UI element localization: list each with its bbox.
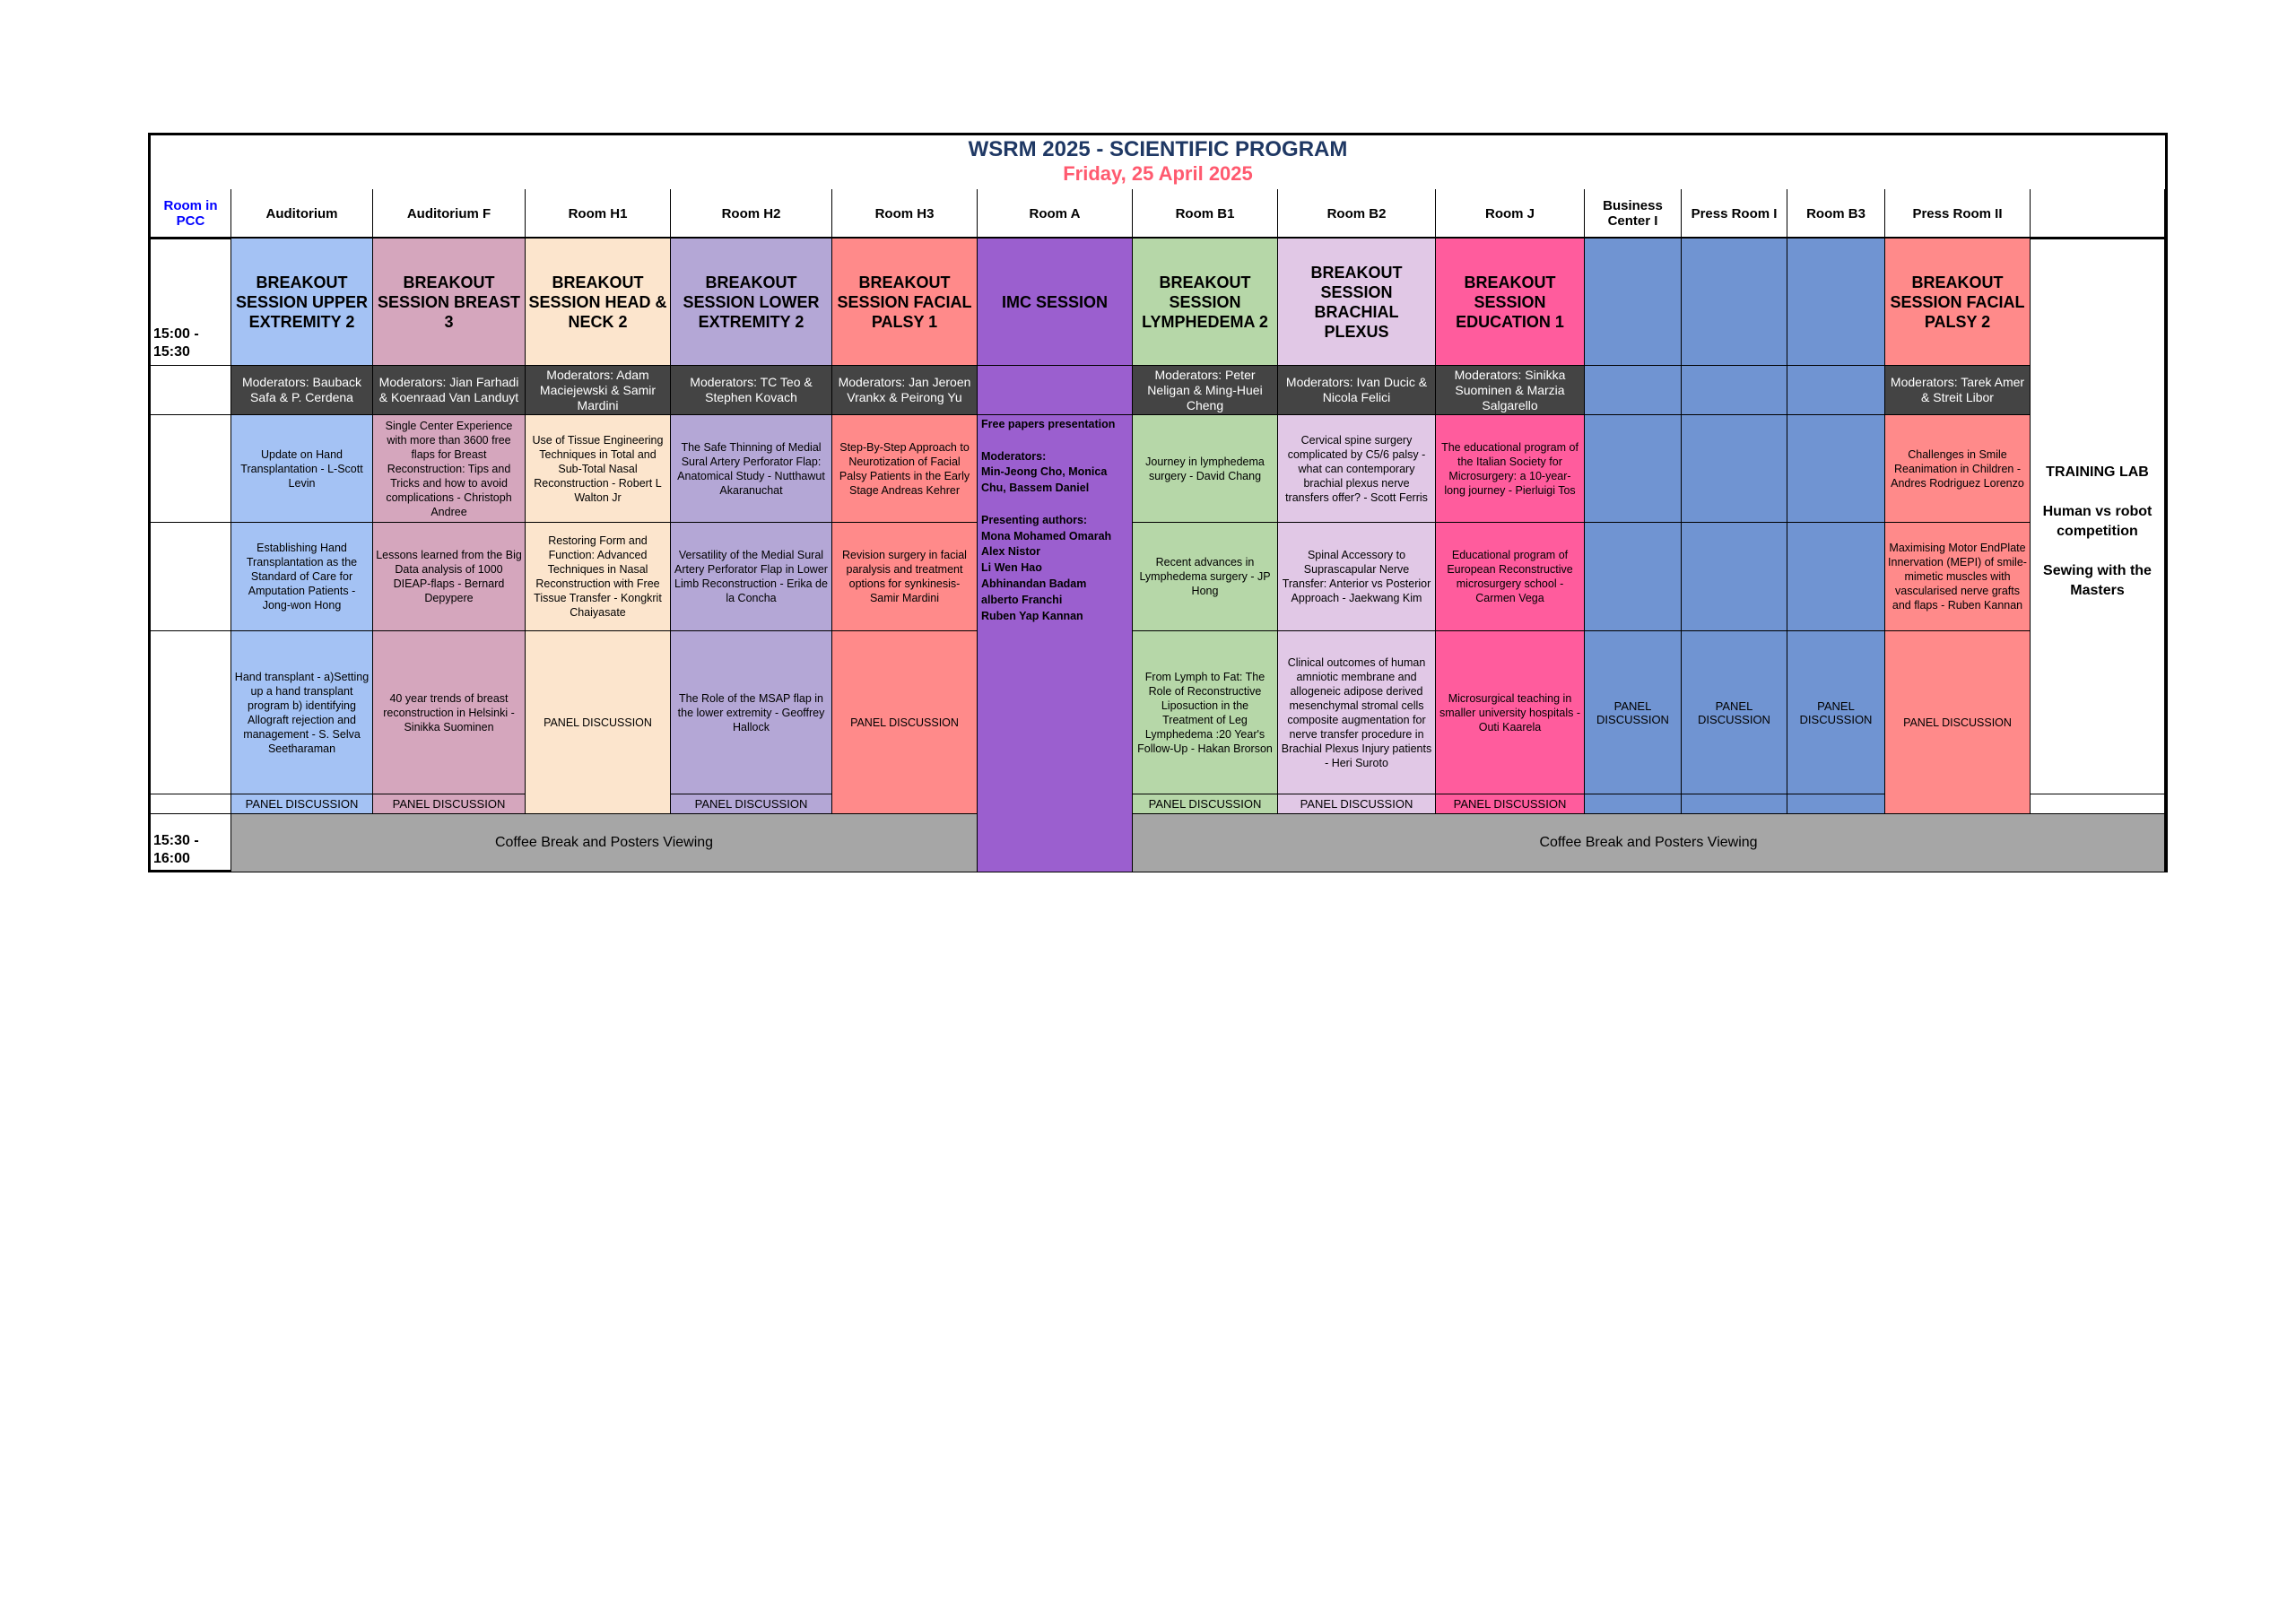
training-lab: TRAINING LAB Human vs robot competition Sewing with the Masters (2031, 239, 2165, 794)
panel-discussion-room_h3: PANEL DISCUSSION (832, 631, 978, 814)
empty-slot (1682, 239, 1787, 366)
title-box (151, 135, 2165, 191)
room-header: Room H1 (526, 189, 671, 239)
empty-slot (1787, 794, 1885, 814)
talk-auditorium_f: Lessons learned from the Big Data analysis of 1000 DIEAP-flaps - Bernard Depypere (373, 523, 526, 631)
session-title-room_b2: BREAKOUT SESSION BRACHIAL PLEXUS (1278, 239, 1436, 366)
panel-discussion-press_room_ii: PANEL DISCUSSION (1885, 631, 2031, 814)
talk-auditorium: Hand transplant - a)Setting up a hand transplant program b) identifying Allograft rejection and management - S. Selva Seetharaman (231, 631, 373, 794)
panel-discussion: PANEL DISCUSSION (1682, 631, 1787, 794)
talk-room_h2: Versatility of the Medial Sural Artery Perforator Flap in Lower Limb Reconstruction - Erika de la Concha (671, 523, 832, 631)
session-title-room-a: IMC SESSION (978, 239, 1133, 366)
panel-discussion-room_h2: PANEL DISCUSSION (671, 794, 832, 814)
talk-room_b2: Spinal Accessory to Suprascapular Nerve Transfer: Anterior vs Posterior Approach - Jaekwang Kim (1278, 523, 1436, 631)
empty-slot (1682, 523, 1787, 631)
session-title-room_h3: BREAKOUT SESSION FACIAL PALSY 1 (832, 239, 978, 366)
empty-slot (1585, 794, 1682, 814)
time-cell-empty (151, 794, 231, 814)
room-a-spacer (978, 366, 1133, 415)
session-title-room_h2: BREAKOUT SESSION LOWER EXTREMITY 2 (671, 239, 832, 366)
session-title-press_room_ii: BREAKOUT SESSION FACIAL PALSY 2 (1885, 239, 2031, 366)
time-cell-empty (151, 523, 231, 631)
talk-room_h1: Restoring Form and Function: Advanced Techniques in Nasal Reconstruction with Free Tissue Transfer - Kongkrit Chaiyasate (526, 523, 671, 631)
room-header: Auditorium (231, 189, 373, 239)
session-title-auditorium: BREAKOUT SESSION UPPER EXTREMITY 2 (231, 239, 373, 366)
time-cell-empty (151, 366, 231, 415)
talk-room_b1: Recent advances in Lymphedema surgery - JP Hong (1133, 523, 1278, 631)
talk-room_h1: Use of Tissue Engineering Techniques in Total and Sub-Total Nasal Reconstruction - Robert L Walton Jr (526, 415, 671, 523)
room-header: Press Room I (1682, 189, 1787, 239)
empty-slot (1585, 239, 1682, 366)
empty-slot (1787, 239, 1885, 366)
moderators-auditorium: Moderators: Bauback Safa & P. Cerdena (231, 366, 373, 415)
panel-discussion-auditorium: PANEL DISCUSSION (231, 794, 373, 814)
session-title-auditorium_f: BREAKOUT SESSION BREAST 3 (373, 239, 526, 366)
room-header: Room B1 (1133, 189, 1278, 239)
moderators-room_h1: Moderators: Adam Maciejewski & Samir Mardini (526, 366, 671, 415)
talk-auditorium: Establishing Hand Transplantation as the Standard of Care for Amputation Patients - Jong-won Hong (231, 523, 373, 631)
room-header: Room J (1436, 189, 1585, 239)
talk-room_j: The educational program of the Italian Society for Microsurgery: a 10-year-long journey - Pierluigi Tos (1436, 415, 1585, 523)
talk-press_room_ii: Challenges in Smile Reanimation in Children - Andres Rodriguez Lorenzo (1885, 415, 2031, 523)
moderators-room_b1: Moderators: Peter Neligan & Ming-Huei Cheng (1133, 366, 1278, 415)
imc-free-papers: Free papers presentation Moderators: Min-Jeong Cho, Monica Chu, Bassem Daniel Presenting authors: Mona Mohamed Omarah Alex Nistor Li Wen Hao Abhinandan Badam alberto Franchi Ruben Yap Kannan (978, 415, 1133, 872)
session-title-room_j: BREAKOUT SESSION EDUCATION 1 (1436, 239, 1585, 366)
talk-room_b2: Cervical spine surgery complicated by C5/6 palsy - what can contemporary brachial plexus nerve transfers offer? - Scott Ferris (1278, 415, 1436, 523)
panel-discussion-room_b2: PANEL DISCUSSION (1278, 794, 1436, 814)
empty-slot (1585, 523, 1682, 631)
talk-room_b2: Clinical outcomes of human amniotic membrane and allogeneic adipose derived mesenchymal stromal cells composite augmentation for nerve transfer procedure in Brachial Plexus Injury patients - Heri Suroto (1278, 631, 1436, 794)
moderators-room_h2: Moderators: TC Teo & Stephen Kovach (671, 366, 832, 415)
room-header: Room B2 (1278, 189, 1436, 239)
moderators-press_room_ii: Moderators: Tarek Amer & Streit Libor (1885, 366, 2031, 415)
room-header: Room B3 (1787, 189, 1885, 239)
talk-auditorium: Update on Hand Transplantation - L-Scott Levin (231, 415, 373, 523)
talk-room_b1: Journey in lymphedema surgery - David Chang (1133, 415, 1278, 523)
moderators-auditorium_f: Moderators: Jian Farhadi & Koenraad Van Landuyt (373, 366, 526, 415)
talk-press_room_ii: Maximising Motor EndPlate Innervation (MEPI) of smile-mimetic muscles with vascularised nerve grafts and flaps - Ruben Kannan (1885, 523, 2031, 631)
empty-slot (1787, 523, 1885, 631)
moderators-room_h3: Moderators: Jan Jeroen Vrankx & Peirong Yu (832, 366, 978, 415)
session-title-room_b1: BREAKOUT SESSION LYMPHEDEMA 2 (1133, 239, 1278, 366)
panel-discussion-room_b1: PANEL DISCUSSION (1133, 794, 1278, 814)
room-header: Room H3 (832, 189, 978, 239)
panel-discussion-auditorium_f: PANEL DISCUSSION (373, 794, 526, 814)
room-header-empty (2031, 189, 2165, 239)
panel-discussion: PANEL DISCUSSION (1585, 631, 1682, 794)
schedule-table (148, 133, 2168, 872)
room-header: Press Room II (1885, 189, 2031, 239)
session-title-room_h1: BREAKOUT SESSION HEAD & NECK 2 (526, 239, 671, 366)
time-slot-1: 15:00 - 15:30 (151, 239, 231, 366)
empty-slot (2031, 794, 2165, 814)
empty-slot (1585, 366, 1682, 415)
room-header: Auditorium F (373, 189, 526, 239)
time-cell-empty (151, 631, 231, 794)
room-header: Room A (978, 189, 1133, 239)
talk-auditorium_f: Single Center Experience with more than 3600 free flaps for Breast Reconstruction: Tips and Tricks and how to avoid complications - Christoph Andree (373, 415, 526, 523)
page-title: WSRM 2025 - SCIENTIFIC PROGRAM (968, 137, 1348, 161)
talk-room_h3: Step-By-Step Approach to Neurotization of Facial Palsy Patients in the Early Stage Andreas Kehrer (832, 415, 978, 523)
empty-slot (1787, 366, 1885, 415)
room-header: Business Center I (1585, 189, 1682, 239)
talk-auditorium_f: 40 year trends of breast reconstruction in Helsinki - Sinikka Suominen (373, 631, 526, 794)
time-cell-empty (151, 415, 231, 523)
date-subtitle: Friday, 25 April 2025 (1063, 162, 1253, 185)
moderators-room_b2: Moderators: Ivan Ducic & Nicola Felici (1278, 366, 1436, 415)
time-slot-2: 15:30 - 16:00 (151, 814, 231, 872)
talk-room_h2: The Safe Thinning of Medial Sural Artery Perforator Flap: Anatomical Study - Nutthawut Akaranuchat (671, 415, 832, 523)
room-header: Room H2 (671, 189, 832, 239)
coffee-break: Coffee Break and Posters Viewing (231, 814, 978, 872)
panel-discussion-room_j: PANEL DISCUSSION (1436, 794, 1585, 814)
panel-discussion-room_h1: PANEL DISCUSSION (526, 631, 671, 814)
empty-slot (1682, 415, 1787, 523)
empty-slot (1682, 366, 1787, 415)
panel-discussion: PANEL DISCUSSION (1787, 631, 1885, 794)
talk-room_h2: The Role of the MSAP flap in the lower extremity - Geoffrey Hallock (671, 631, 832, 794)
talk-room_h3: Revision surgery in facial paralysis and treatment options for synkinesis- Samir Mardini (832, 523, 978, 631)
talk-room_j: Educational program of European Reconstructive microsurgery school - Carmen Vega (1436, 523, 1585, 631)
talk-room_j: Microsurgical teaching in smaller university hospitals - Outi Kaarela (1436, 631, 1585, 794)
empty-slot (1585, 415, 1682, 523)
talk-room_b1: From Lymph to Fat: The Role of Reconstructive Liposuction in the Treatment of Leg Lymphedema :20 Year's Follow-Up - Hakan Brorson (1133, 631, 1278, 794)
moderators-room_j: Moderators: Sinikka Suominen & Marzia Salgarello (1436, 366, 1585, 415)
coffee-break: Coffee Break and Posters Viewing (1133, 814, 2165, 872)
room-label: Room in PCC (151, 189, 231, 239)
empty-slot (1787, 415, 1885, 523)
empty-slot (1682, 794, 1787, 814)
